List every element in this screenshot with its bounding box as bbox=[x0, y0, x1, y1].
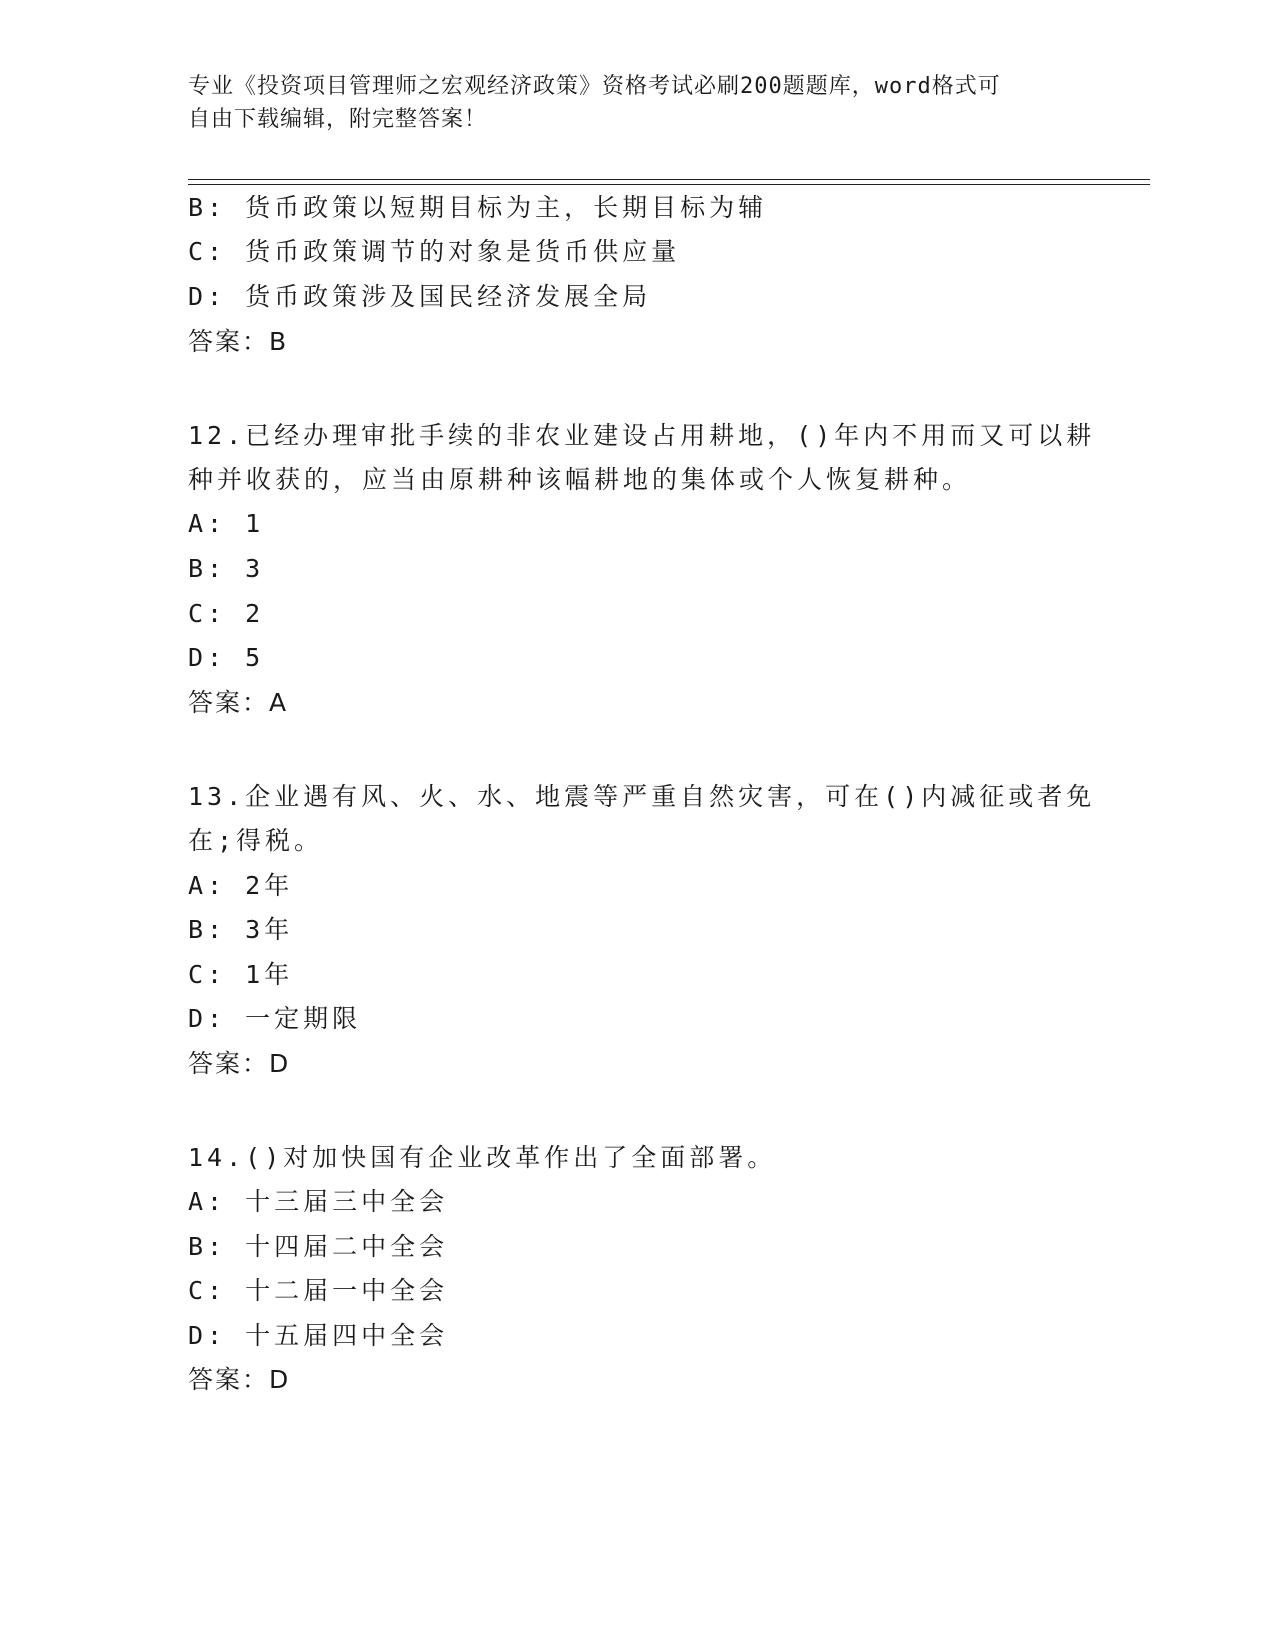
q12-stem-line-2: 种并收获的，应当由原耕种该幅耕地的集体或个人恢复耕种。 bbox=[188, 465, 972, 494]
header-divider-bottom bbox=[188, 184, 1150, 185]
q13-option-a: A: 2年 bbox=[188, 871, 294, 900]
q12-option-a: A: 1 bbox=[188, 509, 265, 538]
q12-answer: 答案：A bbox=[188, 688, 289, 717]
q14-option-c: C: 十二届一中全会 bbox=[188, 1276, 449, 1305]
header-line-2: 自由下载编辑，附完整答案！ bbox=[188, 107, 488, 132]
q12-option-b: B: 3 bbox=[188, 554, 265, 583]
header-divider-top bbox=[188, 179, 1150, 180]
header-line-1: 专业《投资项目管理师之宏观经济政策》资格考试必刷200题题库，word格式可 bbox=[188, 74, 1001, 99]
q11-option-d: D: 货币政策涉及国民经济发展全局 bbox=[188, 282, 652, 311]
q11-option-b: B: 货币政策以短期目标为主，长期目标为辅 bbox=[188, 193, 768, 222]
q13-option-d: D: 一定期限 bbox=[188, 1004, 362, 1033]
q11-option-c: C: 货币政策调节的对象是货币供应量 bbox=[188, 237, 681, 266]
q12-stem-line-1: 12.已经办理审批手续的非农业建设占用耕地，()年内不用而又可以耕 bbox=[188, 421, 1096, 450]
q14-stem-line-1: 14.()对加快国有企业改革作出了全面部署。 bbox=[188, 1143, 777, 1172]
q14-answer: 答案：D bbox=[188, 1365, 291, 1394]
q14-option-a: A: 十三届三中全会 bbox=[188, 1187, 449, 1216]
q13-answer: 答案：D bbox=[188, 1049, 291, 1078]
q12-option-d: D: 5 bbox=[188, 643, 265, 672]
q13-option-b: B: 3年 bbox=[188, 915, 294, 944]
q11-answer: 答案：B bbox=[188, 327, 289, 356]
q14-option-b: B: 十四届二中全会 bbox=[188, 1232, 449, 1261]
q13-option-c: C: 1年 bbox=[188, 960, 294, 989]
document-header bbox=[188, 70, 1088, 136]
q13-stem-line-2: 在;得税。 bbox=[188, 826, 324, 855]
q12-option-c: C: 2 bbox=[188, 599, 265, 628]
q14-option-d: D: 十五届四中全会 bbox=[188, 1321, 449, 1350]
q13-stem-line-1: 13.企业遇有风、火、水、地震等严重自然灾害，可在()内减征或者免 bbox=[188, 782, 1096, 811]
